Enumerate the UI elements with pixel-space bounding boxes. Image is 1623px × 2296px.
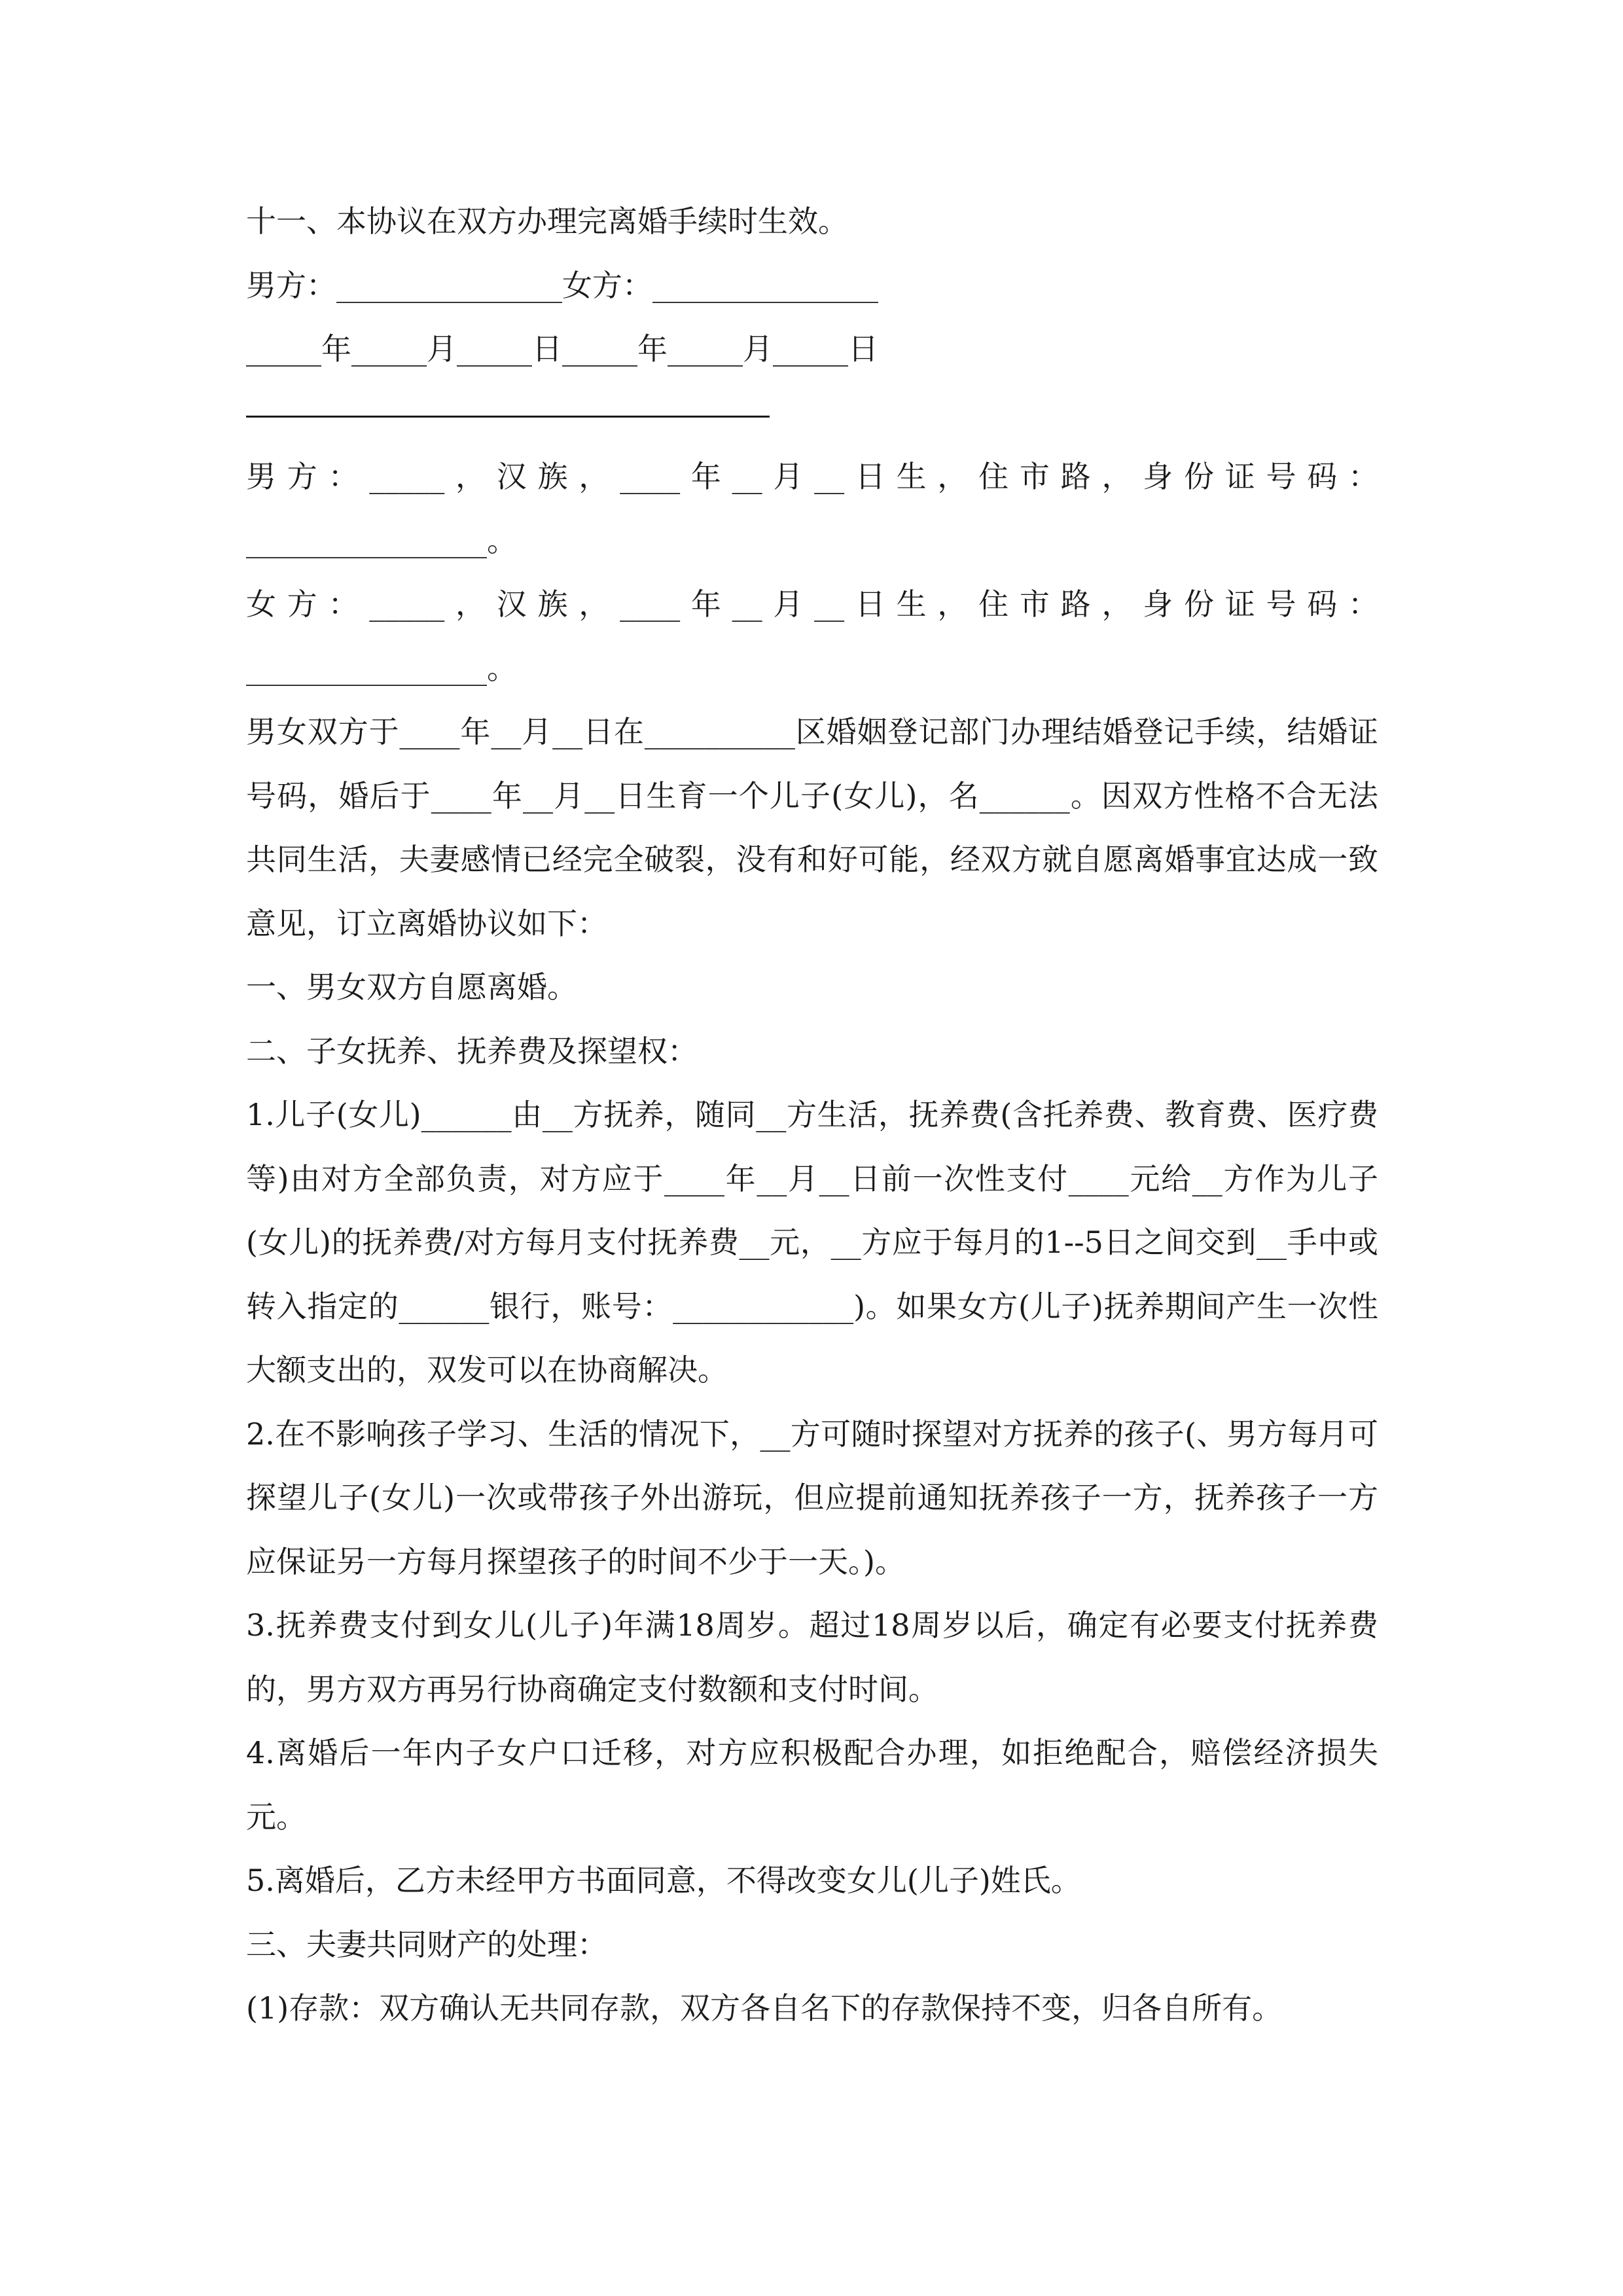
date-line: _____年_____月_____日_____年_____月_____日 — [246, 331, 878, 367]
husband-info: 男方：_____，汉族，____年__月__日生，住市路，身份证号码： — [246, 459, 1378, 494]
document-body — [246, 190, 1378, 2041]
wife-id-blank: ________________。 — [246, 650, 517, 686]
intro-paragraph: 男女双方于____年__月__日在__________区婚姻登记部门办理结婚登记手续，结婚证号码，婚后于____年__月__日生育一个儿子(女儿)，名______。因双方性格不合无法共同生活，夫妻感情已经完全破裂，没有和好可能，经双方就自愿离婚事宜达成一致意见，订立离婚协议如下： — [246, 714, 1378, 941]
article-two-item-4: 4.离婚后一年内子女户口迁移，对方应积极配合办理，如拒绝配合，赔偿经济损失元。 — [246, 1735, 1378, 1835]
article-three-item-1: (1)存款：双方确认无共同存款，双方各自名下的存款保持不变，归各自所有。 — [246, 1990, 1283, 2026]
article-two-item-2: 2.在不影响孩子学习、生活的情况下，__方可随时探望对方抚养的孩子(、男方每月可探望儿子(女儿)一次或带孩子外出游玩，但应提前通知抚养孩子一方，抚养孩子一方应保证另一方每月探望孩子的时间不少于一天。)。 — [246, 1416, 1378, 1579]
section-divider — [246, 382, 1378, 446]
article-two-heading: 二、子女抚养、抚养费及探望权： — [246, 1033, 698, 1069]
wife-info: 女方：_____，汉族，____年__月__日生，住市路，身份证号码： — [246, 586, 1378, 622]
article-two-item-3: 3.抚养费支付到女儿(儿子)年满18周岁。超过18周岁以后，确定有必要支付抚养费的，男方双方再另行协商确定支付数额和支付时间。 — [246, 1607, 1378, 1707]
article-two-item-5: 5.离婚后，乙方未经甲方书面同意，不得改变女儿(儿子)姓氏。 — [246, 1863, 1081, 1898]
article-one: 一、男女双方自愿离婚。 — [246, 969, 577, 1005]
article-three-heading: 三、夫妻共同财产的处理： — [246, 1926, 607, 1962]
husband-id-blank: ________________。 — [246, 522, 517, 558]
article-two-item-1: 1.儿子(女儿)______由__方抚养，随同__方生活，抚养费(含托养费、教育费、医疗费等)由对方全部负责，对方应于____年__月__日前一次性支付____元给__方作为儿子(女儿)的抚养费/对方每月支付抚养费__元，__方应于每月的1--5日之间交到__手中或转入指定的______银行，账号：____________)。如果女方(儿子)抚养期间产生一次性大额支出的，双发可以在协商解决。 — [246, 1097, 1378, 1388]
clause-eleven: 十一、本协议在双方办理完离婚手续时生效。 — [246, 204, 848, 239]
signature-line: 男方：_______________女方：_______________ — [246, 267, 878, 303]
